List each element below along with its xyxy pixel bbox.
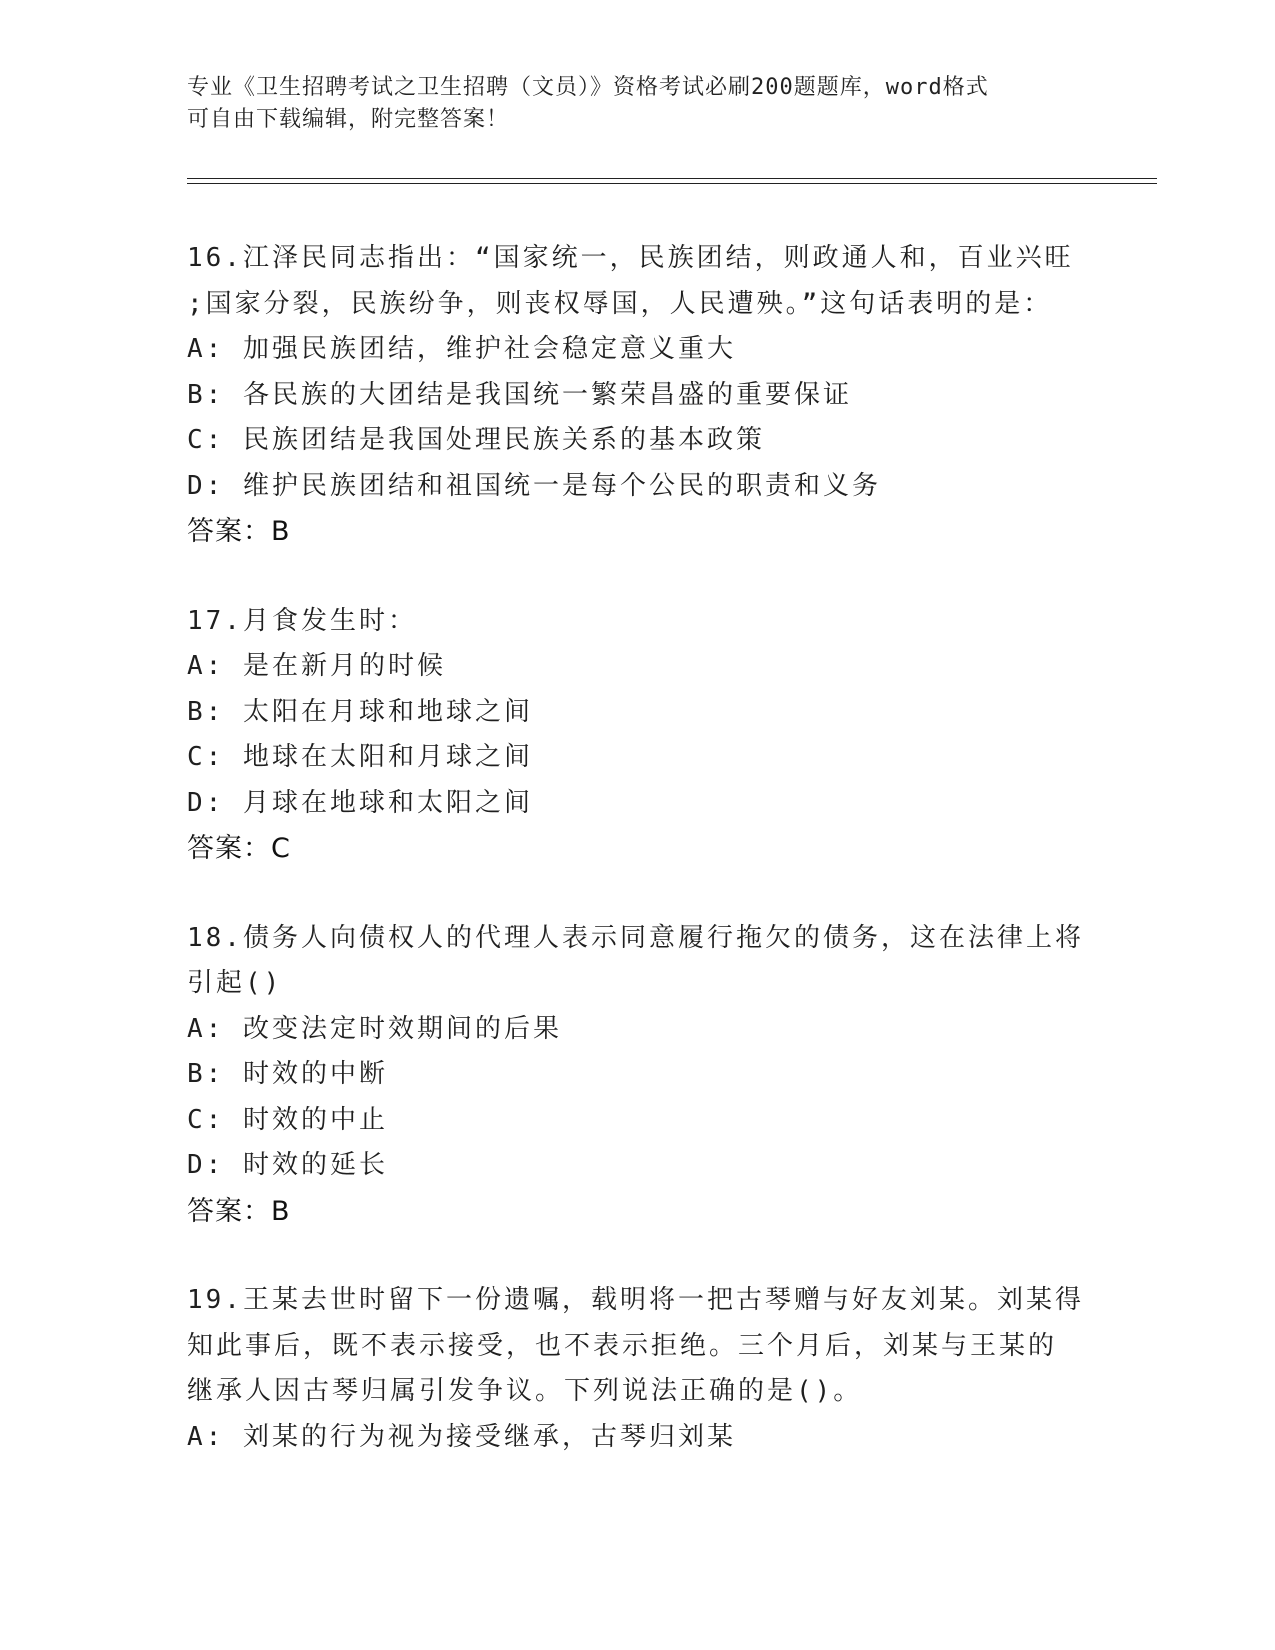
option-c: C: 时效的中止: [187, 1104, 388, 1135]
answer-line: 答案：B: [187, 516, 291, 547]
question-stem-line: 19.王某去世时留下一份遗嘱，载明将一把古琴赠与好友刘某。刘某得: [187, 1285, 1084, 1315]
question-stem-line: ;国家分裂，民族纷争，则丧权辱国，人民遭殃。”这句话表明的是：: [187, 288, 1053, 319]
question-stem-line: 知此事后，既不表示接受，也不表示拒绝。三个月后，刘某与王某的: [187, 1330, 1058, 1361]
question-list: [187, 236, 1087, 1504]
question-16: [187, 236, 1087, 555]
question-17: [187, 599, 1087, 872]
question-stem-line: 引起(): [187, 968, 283, 998]
option-d: D: 维护民族团结和祖国统一是每个公民的职责和义务: [187, 470, 881, 501]
question-stem-line: 继承人因古琴归属引发争议。下列说法正确的是()。: [187, 1376, 863, 1406]
header-title-line-2: 可自由下载编辑，附完整答案！: [187, 107, 510, 132]
option-d: D: 时效的延长: [187, 1150, 388, 1180]
option-b: B: 时效的中断: [187, 1059, 388, 1089]
option-c: C: 民族团结是我国处理民族关系的基本政策: [187, 425, 765, 455]
option-d: D: 月球在地球和太阳之间: [187, 787, 533, 818]
question-stem-line: 16.江泽民同志指出：“国家统一，民族团结，则政通人和，百业兴旺: [187, 243, 1074, 273]
question-18: [187, 916, 1087, 1235]
option-a: A: 加强民族团结，维护社会稳定意义重大: [187, 334, 736, 364]
option-b: B: 太阳在月球和地球之间: [187, 696, 533, 727]
option-a: A: 刘某的行为视为接受继承，古琴归刘某: [187, 1421, 736, 1452]
header-title-line-1: 专业《卫生招聘考试之卫生招聘（文员）》资格考试必刷200题题库，word格式: [187, 75, 989, 100]
question-stem-line: 18.债务人向债权人的代理人表示同意履行拖欠的债务，这在法律上将: [187, 922, 1084, 953]
answer-line: 答案：C: [187, 833, 291, 864]
answer-line: 答案：B: [187, 1195, 291, 1227]
document-header: [187, 72, 1087, 136]
option-a: A: 是在新月的时候: [187, 651, 446, 681]
question-19: [187, 1278, 1087, 1460]
option-b: B: 各民族的大团结是我国统一繁荣昌盛的重要保证: [187, 379, 852, 410]
header-divider-bottom: [187, 183, 1157, 184]
option-a: A: 改变法定时效期间的后果: [187, 1013, 562, 1044]
question-stem-line: 17.月食发生时：: [187, 605, 417, 636]
option-c: C: 地球在太阳和月球之间: [187, 742, 533, 772]
header-divider-top: [187, 178, 1157, 179]
